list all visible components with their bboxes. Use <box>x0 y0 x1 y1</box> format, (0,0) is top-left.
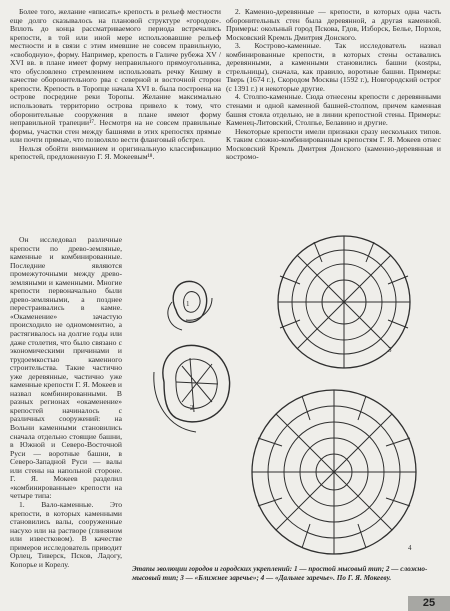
plan-1-drawing <box>168 281 212 330</box>
left-narrow-column-text <box>10 236 122 569</box>
paragraph: Некоторые крепости имели признаки сразу нескольких типов. К таким сложно-комбинированным крепостям Г. Я. Мокеев отнес Московский Кремль Дмитрия Донского (каменно-деревянная и костромо- <box>226 126 441 162</box>
plan-2-label: 2 <box>190 404 194 412</box>
paragraph: 4. Столпо-каменные. Сюда отнесены крепости с деревянными стенами и одной каменной башней-столпом, причем каменная башня стояла отдельно, не в линии крепостной стены. Примеры: Каменец-Литовский, Столпье, Белавино и другие. <box>226 92 441 128</box>
plan-4-label: 4 <box>408 544 412 552</box>
paragraph: 2. Каменно-деревянные — крепости, в которых одна часть оборонительных стен была деревянной, а другая каменной. Примеры: окольный город Пскова, Гдов, Изборск, Белье, Порхов, Московский Кремль Дмитрия Донского. <box>226 7 441 42</box>
page-number: 25 <box>408 596 450 611</box>
paragraph: Он исследовал различные крепости по древо-земляные, каменные и комбинированные. Последние являются промежуточными между древо-земляными и каменными. Многие крепости первоначально были древо-земляными, а позднее перестраивались в камне. «Окаменение» зачастую происходило не одномоментно, а растягивалось на долгие годы или даже столетия, что было связано с экономическими причинами и трудоемкостью каменного строительства. Такие частично уже деревянные, частично уже каменные крепости Г. Я. Мокеев и назвал комбинированными. В разных регионах «окаменение» крепостей начиналось с различных сооружений: на Вольни каменными становились сначала отдельно стоящие башни, в Южной и Северо-Восточной Руси — воротные башни, в Северо-Западной Руси — валы или стены на напольной стороне. Г. Я. Мокеев разделил «комбинированные» крепости на четыре типа: <box>10 235 122 501</box>
plan-1-label: 1 <box>186 300 190 308</box>
plan-4-drawing <box>252 390 416 554</box>
paragraph: Нельзя обойти вниманием и оригинальную классификацию крепостей, предложенную Г. Я. Мокеевым¹⁸. <box>10 143 221 162</box>
right-column-text <box>226 8 441 162</box>
left-column-text <box>10 8 221 162</box>
paragraph: 1. Вало-каменные. Это крепости, в которых каменными становились валы, сооруженные насухо или на растворе (глиняном или известковом). В качестве примеров исследователь приводит Орлец, Тиверск, Псков, Ладогу, Копорье и Корелу. <box>10 499 122 569</box>
figure-caption: Этапы эволюции городов и городских укреплений: 1 — простой мысовый тип; 2 — сложно-мысовый тип; 3 — «Ближнее заречье»; 4 — «Дальнее заречье». По Г. Я. Мокееву. <box>132 565 428 582</box>
plan-2-drawing <box>154 345 230 432</box>
fortress-plans-figure <box>124 232 440 567</box>
paragraph: 3. Кострово-каменные. Так исследователь назвал комбинированные крепости, в которых стены оставались деревянными, а каменными становились башни (кostры, стрельницы), сначала, как правило, воротные башни. Примеры: Тверь (1674 г.), Скородом Москвы (1592 г.), Новгородский острог (с 1391 г.) и некоторые другие. <box>226 41 441 93</box>
plan-3-label: 3 <box>388 346 392 354</box>
fortress-plans-drawing <box>124 232 440 567</box>
paragraph: Более того, желание «вписать» крепость в рельеф местности еще долго сказывалось на плановой структуре «городов». Вплоть до конца рассматриваемого периода встречались крепости, в той или иной мере использовавшие рельеф местности и в связи с этим имевшие не совсем правильную, «свободную», форму. Например, крепость в Галиче рубежа XV / XVI вв. в плане имеет форму неправильного прямоугольника, что обусловлено стремлением использовать речку Кешму в качестве оборонительного рва с северной и восточной сторон крепости. Крепость в Торопце начала XVI в. была построена на острове посредине реки Торопы. Желание максимально использовать территорию острова привело к тому, что оборонительные сооружения в плане имеют форму неправильной трапеции¹⁷. Несмотря на не совсем правильные формы, участки стен между башнями в этих крепостях прямые или почти прямые, что позволяло вести фланговый обстрел. <box>10 7 221 145</box>
